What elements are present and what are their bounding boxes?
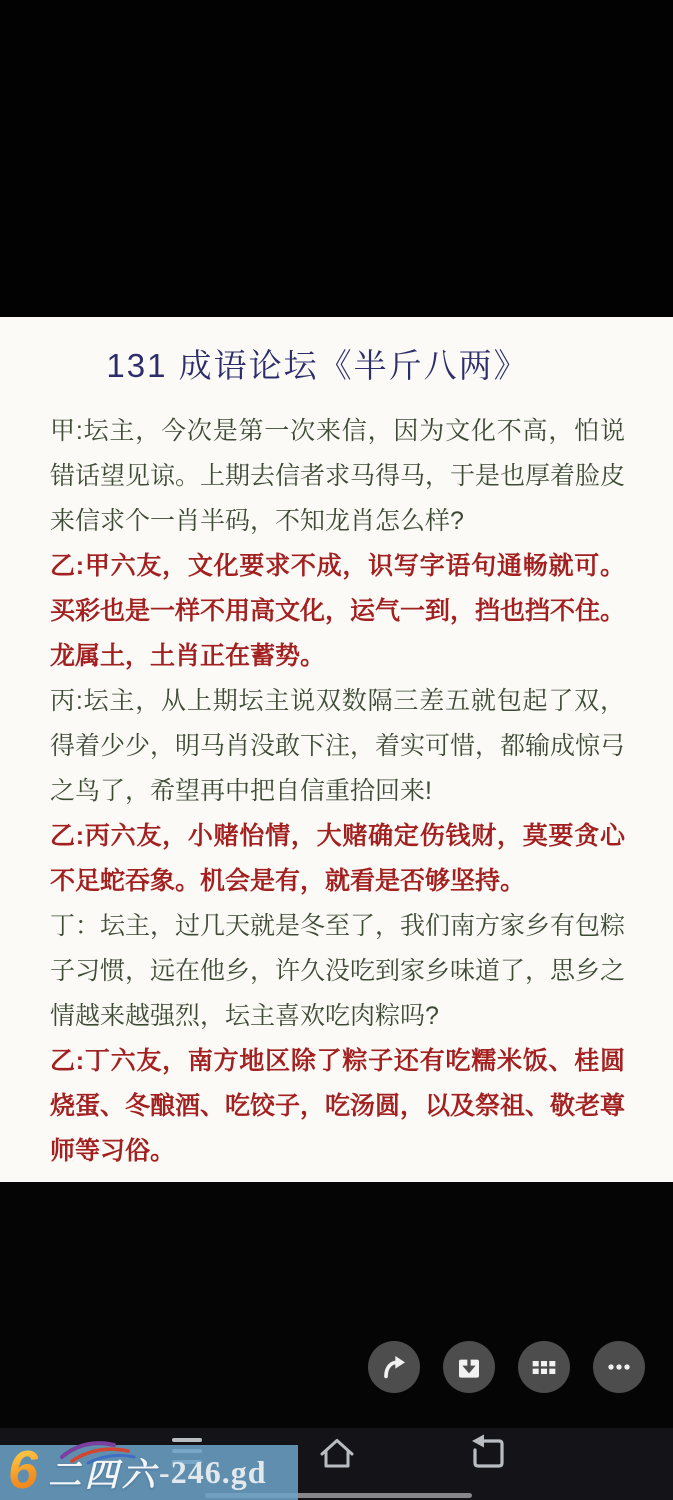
back-button[interactable] [465,1431,509,1480]
back-icon [465,1462,509,1479]
post-paragraph-bing: 丙:坛主，从上期坛主说双数隔三差五就包起了双，得着少少，明马肖没敢下注，着实可惜，都输成惊弓之鸟了，希望再中把自信重拾回来! [50,687,626,805]
forum-text-image [0,317,673,1182]
more-button[interactable] [593,1341,645,1393]
brush-stroke-icon [58,1437,148,1470]
action-bar [368,1341,645,1393]
post-paragraph-yi-1: 乙:甲六友，文化要求不成，识写字语句通畅就可。买彩也是一样不用高文化，运气一到，挡也挡不住。龙属土，土肖正在蓄势。 [50,552,626,670]
share-button[interactable] [368,1341,420,1393]
watermark-logo-digit: 6 [8,1440,39,1500]
download-button[interactable] [443,1341,495,1393]
post-paragraph-yi-2: 乙:丙六友，小赌怡情，大赌确定伤钱财，莫要贪心不足蛇吞象。机会是有，就看是否够坚持。 [50,822,625,895]
top-letterbox [0,0,673,317]
watermark-246 [0,1440,298,1500]
home-button[interactable] [315,1431,359,1480]
watermark-site-name: 二四六 [48,1456,160,1493]
share-icon [378,1351,410,1383]
post-paragraph-jia: 甲:坛主，今次是第一次来信，因为文化不高，怕说错话望见谅。上期去信者求马得马，于是也厚着脸皮来信求个一肖半码，不知龙肖怎么样? [50,417,626,535]
page-title: 131 成语论坛《半斤八两》 [106,347,529,384]
more-icon [603,1351,635,1383]
watermark-domain: -246.gd [159,1454,267,1490]
post-paragraph-yi-3: 乙:丁六友，南方地区除了粽子还有吃糯米饭、桂圆烧蛋、冬酿酒、吃饺子，吃汤圆，以及祭祖、敬老尊师等习俗。 [50,1047,626,1165]
download-icon [453,1351,485,1383]
apps-grid-button[interactable] [518,1341,570,1393]
post-paragraph-ding: 丁：坛主，过几天就是冬至了，我们南方家乡有包粽子习惯，远在他乡，许久没吃到家乡味道了，思乡之情越来越强烈，坛主喜欢吃肉粽吗? [50,912,626,1030]
apps-grid-icon [528,1351,560,1383]
home-icon [315,1462,359,1479]
